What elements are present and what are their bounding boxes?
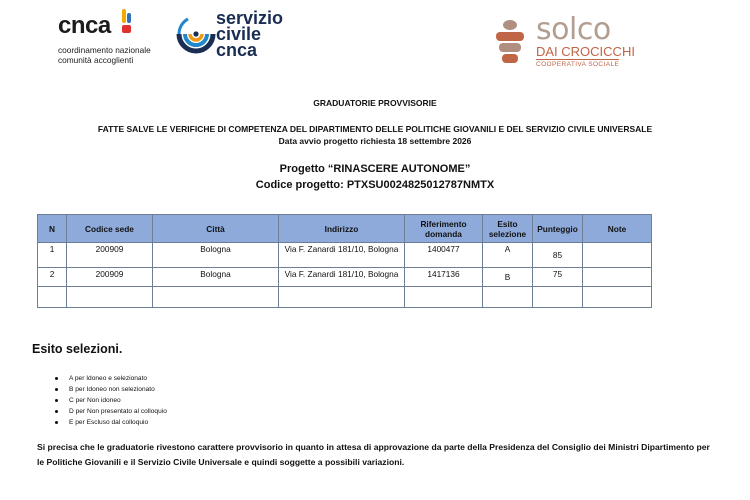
servizio-civile-logo [176, 10, 296, 65]
cell-note [583, 243, 652, 268]
cnca-tagline-2: comunità accoglienti [58, 55, 134, 65]
col-header-codice-sede: Codice sede [67, 215, 153, 243]
bullet-icon [55, 421, 58, 424]
cnca-wordmark: cnca [58, 12, 111, 39]
servizio-civile-emblem-icon [176, 14, 216, 54]
cell-esito: A [483, 243, 533, 268]
solco-logo [492, 14, 662, 70]
cell-punteggio: 75 [533, 268, 583, 287]
cell-n: 1 [38, 243, 67, 268]
cell-codice-sede: 200909 [67, 243, 153, 268]
cnca-logo [58, 6, 178, 65]
esito-legend-list [55, 373, 167, 428]
list-item: E per Escluso dal colloquio [55, 417, 167, 428]
cell-n: 2 [38, 268, 67, 287]
bullet-icon [55, 410, 58, 413]
solco-coop-label: COOPERATIVA SOCIALE [536, 61, 620, 68]
col-header-riferimento: Riferimento domanda [405, 215, 483, 243]
provisional-note: Si precisa che le graduatorie rivestono carattere provvisorio in quanto in attesa di approvazione da parte della Presidenza del Consiglio dei Ministri Dipartimento per le Politiche Giovanili e il Servizio Civile Universale e quindi soggette a possibili variazioni. [37, 442, 710, 467]
solco-wordmark: solco [536, 12, 611, 47]
project-code: Codice progetto: PTXSU0024825012787NMTX [255, 179, 495, 191]
cell-punteggio: 85 [533, 243, 583, 268]
cell-riferimento: 1417136 [405, 268, 483, 287]
list-item: B per Idoneo non selezionato [55, 384, 167, 395]
cell-indirizzo: Via F. Zanardi 181/10, Bologna [279, 243, 405, 268]
list-item: C per Non idoneo [55, 395, 167, 406]
table-row [38, 243, 652, 268]
cnca-bars-icon [121, 9, 133, 35]
cell-citta: Bologna [153, 243, 279, 268]
cell-indirizzo: Via F. Zanardi 181/10, Bologna [279, 268, 405, 287]
bullet-icon [55, 377, 58, 380]
table-header-row [38, 215, 652, 243]
solco-stacked-stones-icon [492, 18, 528, 68]
cell-citta: Bologna [153, 268, 279, 287]
bullet-icon [55, 388, 58, 391]
table-row-empty [38, 287, 652, 308]
cell-note [583, 268, 652, 287]
col-header-indirizzo: Indirizzo [279, 215, 405, 243]
col-header-n: N [38, 215, 67, 243]
cell-esito: B [483, 268, 533, 287]
project-name: Progetto “RINASCERE AUTONOME” [279, 163, 471, 175]
col-header-esito: Esito selezione [483, 215, 533, 243]
esito-heading: Esito selezioni. [32, 342, 123, 356]
verification-notice: FATTE SALVE LE VERIFICHE DI COMPETENZA DEL DIPARTIMENTO DELLE POLITICHE GIOVANILI E DEL SERVIZIO CIVILE UNIVERSALE [97, 124, 653, 134]
list-item: A per Idoneo e selezionato [55, 373, 167, 384]
servizio-civile-wordmark: servizio civile cnca [216, 8, 284, 60]
cell-codice-sede: 200909 [67, 268, 153, 287]
document-title: GRADUATORIE PROVVISORIE [313, 98, 437, 108]
table-row [38, 268, 652, 287]
col-header-citta: Città [153, 215, 279, 243]
solco-subtitle: DAI CROCICCHI [536, 44, 635, 59]
list-item: D per Non presentato al colloquio [55, 406, 167, 417]
ranking-table [37, 214, 652, 308]
bullet-icon [55, 399, 58, 402]
col-header-punteggio: Punteggio [533, 215, 583, 243]
col-header-note: Note [583, 215, 652, 243]
start-date: Data avvio progetto richiesta 18 settembre 2026 [278, 136, 472, 146]
cnca-tagline-1: coordinamento nazionale [58, 45, 151, 55]
cell-riferimento: 1400477 [405, 243, 483, 268]
